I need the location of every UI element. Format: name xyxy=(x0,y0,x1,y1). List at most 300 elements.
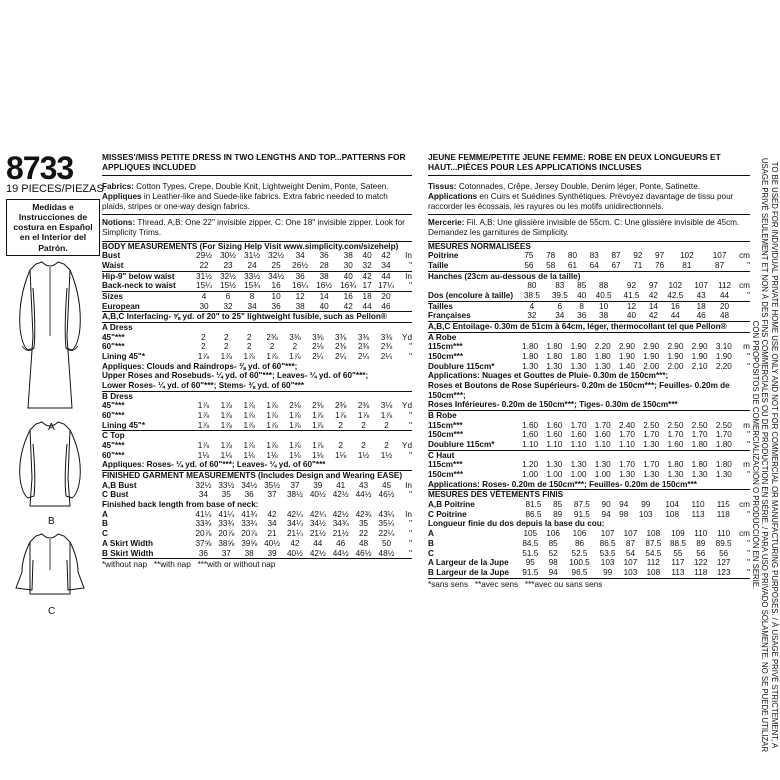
table-cell: 90 xyxy=(601,500,611,510)
english-title: MISSES'/MISS PETITE DRESS IN TWO LENGTHS AND TOP...PATTERNS FOR APPLIQUES INCLUDED xyxy=(102,152,406,172)
table-cell: 37 xyxy=(215,549,238,559)
table-cell: 25 xyxy=(264,261,288,271)
table-cell: 115 xyxy=(716,500,730,510)
row-label: 45"*** xyxy=(102,401,125,411)
row-label: Sizes xyxy=(102,292,123,302)
pieces-count: 19 PIECES/PIEZAS xyxy=(6,183,104,195)
table-cell: 1.30 xyxy=(546,460,563,470)
row-label: 115cm*** xyxy=(428,342,463,352)
table-cell: 1⅞ xyxy=(289,411,301,421)
row-label: 60"*** xyxy=(102,450,125,460)
table-cell: 2⅜ xyxy=(334,342,347,352)
unit-cell: " xyxy=(398,421,412,431)
table-cell: 42¾ xyxy=(355,509,372,519)
row-label: Hip-9" below waist xyxy=(102,271,175,281)
unit-cell: cm xyxy=(739,529,750,539)
row-label: 60"*** xyxy=(102,342,125,352)
row-label: 150cm*** xyxy=(428,352,464,362)
table-cell: 95 xyxy=(525,558,535,568)
table-cell: 48 xyxy=(713,311,736,321)
table-cell: 1.70 xyxy=(715,430,732,440)
row-label: B Skirt Width xyxy=(102,549,192,559)
table-cell: 55 xyxy=(673,548,683,558)
table-cell: 1.90 xyxy=(643,352,660,362)
figure-label-b: B xyxy=(48,516,55,527)
table-cell: 42¼ xyxy=(286,509,303,519)
table-cell: 1⅞ xyxy=(220,411,232,421)
unit-cell: " xyxy=(747,352,750,362)
table-cell: 14 xyxy=(319,292,329,302)
row-label: A xyxy=(428,529,434,539)
table-cell: 1.80 xyxy=(712,440,736,450)
french-haut-c-table xyxy=(428,460,750,479)
table-row xyxy=(102,519,412,529)
row-label: C xyxy=(102,529,108,539)
table-cell: 1.80 xyxy=(691,460,708,470)
unit-cell: " xyxy=(747,538,750,548)
table-cell: 64 xyxy=(583,261,605,271)
table-cell: 1⅞ xyxy=(220,441,232,451)
unit-cell: In xyxy=(405,271,412,281)
table-cell: 35½ xyxy=(264,480,281,490)
table-cell: 1⅞ xyxy=(334,411,347,421)
table-cell: 2 xyxy=(224,332,229,342)
table-cell: 32½ xyxy=(220,271,237,281)
row-label: C Bust xyxy=(102,490,129,500)
table-cell: 1.00 xyxy=(570,470,587,480)
table-cell: 34 xyxy=(198,490,208,500)
table-cell: 26½ xyxy=(288,261,312,271)
table-cell: 34 xyxy=(295,251,305,261)
table-cell: 1⅞ xyxy=(192,421,215,431)
table-cell: 2 xyxy=(292,342,298,352)
table-cell: 50 xyxy=(381,538,392,548)
table-cell: 97 xyxy=(648,281,658,291)
unit-cell xyxy=(398,302,412,312)
robe-a-applications: Applications: Nuages et Gouttes de Pluie- 0.30m de 150cm***; Roses et Boutons de Rose Supérieurs- 0.20m de 150cm***; Feuilles- 0.20m de 150cm***; Roses Inférieures- 0.20m de 150cm***; Tiges- 0.30m de 150cm*** xyxy=(428,371,750,411)
table-cell: 1.70 xyxy=(594,420,611,430)
table-cell: 42 xyxy=(362,271,372,281)
unit-cell: m xyxy=(743,420,750,430)
unit-cell: " xyxy=(747,430,750,440)
table-cell: 1.80 xyxy=(570,352,587,362)
table-cell: 1⅞ xyxy=(243,441,255,451)
table-cell: 29½ xyxy=(196,251,212,261)
table-cell: 37⅝ xyxy=(195,538,212,548)
table-cell: 86.5 xyxy=(525,509,542,519)
table-cell: 39⅝ xyxy=(241,538,258,548)
table-row xyxy=(428,539,750,549)
french-robe-b-table xyxy=(428,421,750,451)
table-cell: 113 xyxy=(666,568,691,578)
table-cell: 103 xyxy=(638,509,653,519)
english-column xyxy=(102,153,412,570)
table-cell: 89 xyxy=(696,538,706,548)
table-row xyxy=(102,549,412,559)
table-cell: 33¾ xyxy=(218,519,235,529)
table-cell: 46½ xyxy=(352,549,375,559)
unit-cell: " xyxy=(736,440,750,450)
table-row xyxy=(428,251,750,261)
english-top-c-table xyxy=(102,441,412,460)
table-cell: 6 xyxy=(225,292,231,302)
table-cell: 41 xyxy=(336,480,346,490)
table-row xyxy=(102,352,412,362)
table-cell: 2 xyxy=(384,441,389,451)
unit-cell: Yd xyxy=(401,401,412,411)
table-cell: 48½ xyxy=(375,549,398,559)
table-cell: 41¼ xyxy=(218,509,235,519)
table-row xyxy=(102,529,412,539)
table-cell: 118 xyxy=(716,509,730,519)
table-cell: 2 xyxy=(224,342,229,352)
table-cell: 94 xyxy=(601,509,611,519)
table-cell: 38 xyxy=(238,549,261,559)
table-cell: 1.30 xyxy=(619,470,635,480)
table-cell: 15½ xyxy=(216,281,240,291)
table-cell: 16¾ xyxy=(336,281,360,291)
unit-cell: " xyxy=(398,281,412,291)
table-cell: 1.90 xyxy=(570,342,587,352)
table-cell: 1⅞ xyxy=(243,401,255,411)
table-cell: 1⅞ xyxy=(312,411,324,421)
table-cell: 1⅛ xyxy=(334,450,347,460)
french-finished-table-2 xyxy=(428,529,750,578)
table-cell: 42.5 xyxy=(661,291,689,301)
table-cell: 35 xyxy=(221,490,231,500)
table-cell: 35 xyxy=(359,519,369,529)
table-cell: 92 xyxy=(626,281,637,291)
unit-cell: " xyxy=(409,411,412,421)
table-row xyxy=(102,271,412,281)
table-cell: 32½ xyxy=(268,251,285,261)
row-label: C xyxy=(428,548,434,558)
table-row xyxy=(428,568,750,578)
table-cell: 1⅞ xyxy=(266,401,278,411)
tissus-paragraph: Tissus: Cotonnades, Crêpe, Jersey Double, Denim léger, Ponte, Satinette. Applications en Cuirs et Suédines Synthétiques. Prévoyez davantage de tissu pour raccorder les écossais, les rayures ou les motifs unidirectionnels. xyxy=(428,182,734,211)
table-cell: 1⅞ xyxy=(380,411,393,421)
table-cell: 34 xyxy=(267,519,277,529)
table-cell: 40 xyxy=(312,302,336,312)
table-cell: 2.00 xyxy=(643,361,660,371)
table-cell: 30 xyxy=(192,302,216,312)
table-row xyxy=(428,362,750,372)
unit-cell: " xyxy=(747,509,750,519)
table-cell: 4 xyxy=(529,301,535,311)
table-row xyxy=(102,411,412,421)
mesures-finis-title: MESURES DES VÊTEMENTS FINIS xyxy=(428,490,564,500)
table-cell: 38⅝ xyxy=(218,538,235,548)
table-cell: 100.5 xyxy=(569,558,590,568)
table-cell: 33¾ xyxy=(241,519,258,529)
table-cell: 2⅜ xyxy=(266,332,278,342)
fabrics-paragraph: Fabrics: Cotton Types, Crepe, Double Knit, Lightweight Denim, Ponte, Sateen. Appliques in Leather-like and Suede-like fabrics. Extra fabric needed to match plaids, stripes or one-way design fabrics. xyxy=(102,182,389,211)
table-cell: 40½ xyxy=(309,490,326,500)
table-cell: 1.30 xyxy=(570,361,587,371)
table-cell: 1.00 xyxy=(546,470,563,480)
table-cell: 12 xyxy=(295,292,305,302)
table-cell: 2⅜ xyxy=(312,401,324,411)
table-row xyxy=(428,470,750,480)
row-label: B xyxy=(102,519,108,529)
table-row xyxy=(428,291,750,301)
table-cell: 110 xyxy=(717,529,731,539)
table-cell: 2.00 xyxy=(667,361,684,371)
table-cell: 1.10 xyxy=(566,440,590,450)
table-cell: 2.90 xyxy=(643,342,660,352)
table-cell: 1⅛ xyxy=(289,450,301,460)
unit-cell: cm xyxy=(739,500,750,510)
table-cell: 38 xyxy=(343,251,353,261)
table-cell: 1.80 xyxy=(522,352,539,362)
table-cell: 1.70 xyxy=(643,460,660,470)
table-cell: 1⅛ xyxy=(312,450,324,460)
table-row xyxy=(428,460,750,470)
table-cell: 8 xyxy=(579,301,584,311)
table-cell: 43 xyxy=(359,480,369,490)
table-cell: 43¼ xyxy=(378,509,395,519)
table-cell: 109 xyxy=(671,529,685,539)
table-cell: 21½ xyxy=(309,529,326,539)
table-cell: 112 xyxy=(646,558,660,568)
unit-cell: " xyxy=(409,529,412,539)
table-cell: 1⅞ xyxy=(197,352,210,362)
table-cell: 1.90 xyxy=(619,352,635,362)
garment-figure-a xyxy=(14,258,86,413)
row-label: 115cm*** xyxy=(428,460,463,470)
table-cell: 1.70 xyxy=(619,460,635,470)
table-cell: 38½ xyxy=(286,490,303,500)
table-cell: 1⅞ xyxy=(220,401,232,411)
table-cell: 1.80 xyxy=(522,342,539,352)
table-cell: 102 xyxy=(679,251,694,261)
table-cell: 88 xyxy=(599,281,609,291)
unit-cell: " xyxy=(736,568,750,578)
table-cell: 127 xyxy=(716,558,731,568)
garment-figure-b xyxy=(14,418,86,510)
table-cell: 2 xyxy=(246,332,252,342)
table-cell: 75 xyxy=(524,251,534,261)
table-cell: 98 xyxy=(548,558,558,568)
table-cell: 1.30 xyxy=(691,470,708,480)
table-cell: 32 xyxy=(360,261,374,271)
dress-a-title: A Dress xyxy=(102,323,133,333)
body-measurements-title: BODY MEASUREMENTS (For Sizing Help Visit www.simplicity.com/sizehelp) xyxy=(102,241,399,251)
table-cell: 52.5 xyxy=(571,548,588,558)
table-cell: 34½ xyxy=(268,271,285,281)
table-cell: 83 xyxy=(555,281,565,291)
row-label: 150cm*** xyxy=(428,430,464,440)
table-cell: 22 xyxy=(359,529,369,539)
table-cell: 52 xyxy=(548,548,558,558)
table-cell: 110 xyxy=(691,500,705,510)
table-row xyxy=(102,261,412,271)
table-cell: 1⅞ xyxy=(266,352,278,362)
table-cell: 81 xyxy=(670,261,703,271)
table-cell: 1.60 xyxy=(663,440,687,450)
table-cell: 1.40 xyxy=(619,361,635,371)
table-cell: 1⅛ xyxy=(243,450,255,460)
table-cell: 33½ xyxy=(218,480,235,490)
finished-title: FINISHED GARMENT MEASUREMENTS (Includes Design and Wearing EASE) xyxy=(102,471,403,481)
table-cell: 102 xyxy=(668,281,683,291)
table-cell: 94 xyxy=(543,568,564,578)
row-label: 45"*** xyxy=(102,441,125,451)
table-cell: 1.30 xyxy=(667,470,684,480)
table-cell: 1.70 xyxy=(643,430,660,440)
table-row xyxy=(102,510,412,520)
unit-cell: cm xyxy=(739,251,750,261)
table-cell: 18 xyxy=(696,301,706,311)
table-cell: 1.10 xyxy=(542,440,566,450)
table-cell: 1.80 xyxy=(667,460,684,470)
row-label: Poitrine xyxy=(428,251,459,261)
table-cell: 38 xyxy=(319,271,329,281)
table-cell: 78 xyxy=(546,251,556,261)
unit-cell: " xyxy=(747,470,750,480)
row-label: B xyxy=(428,538,434,548)
table-cell: 118 xyxy=(690,568,711,578)
robe-a-title: A Robe xyxy=(428,332,457,342)
table-cell: 40½ xyxy=(264,538,281,548)
row-label: Waist xyxy=(102,261,192,271)
table-cell: 1⅛ xyxy=(220,450,232,460)
unit-cell: " xyxy=(747,361,750,371)
row-label: Lining 45"* xyxy=(102,352,146,362)
row-label: Doublure 115cm* xyxy=(428,440,518,450)
table-cell: 1.60 xyxy=(546,420,563,430)
table-cell: 10 xyxy=(271,292,281,302)
row-label: A,B Poitrine xyxy=(428,500,475,510)
table-cell: 3⅜ xyxy=(289,332,301,342)
row-label: 115cm*** xyxy=(428,420,463,430)
table-cell: 1.00 xyxy=(522,470,539,480)
dress-b-title: B Dress xyxy=(102,391,133,401)
row-label: Tailles xyxy=(428,301,453,311)
table-cell: 42 xyxy=(645,311,661,321)
top-c-title: C Top xyxy=(102,431,125,441)
table-cell: 2 xyxy=(361,441,366,451)
table-cell: 1.30 xyxy=(715,470,732,480)
table-cell: 1.30 xyxy=(546,361,563,371)
row-label: European xyxy=(102,302,192,312)
table-cell: 40 xyxy=(574,291,590,301)
table-cell: 20 xyxy=(720,301,730,311)
table-cell: 1⅞ xyxy=(197,411,210,421)
unit-cell: " xyxy=(409,490,412,500)
table-row xyxy=(102,251,412,261)
unit-cell: " xyxy=(747,558,750,568)
table-cell: 42 xyxy=(381,251,391,261)
table-row xyxy=(428,311,750,321)
table-cell: 17¼ xyxy=(374,281,398,291)
table-cell: 2⅜ xyxy=(334,401,347,411)
table-row xyxy=(428,301,750,311)
interfacing-line: A,B,C Interfacing- ⅝ yd. of 20" to 25" lightweight fusible, such as Pellon® xyxy=(102,312,412,323)
table-cell: 41¾ xyxy=(241,509,258,519)
table-cell: 2 xyxy=(246,342,252,352)
table-cell: 1.80 xyxy=(688,440,712,450)
table-cell: 42½ xyxy=(332,509,349,519)
table-cell: 1.30 xyxy=(570,460,587,470)
table-cell: 44½ xyxy=(329,549,352,559)
table-cell: 99 xyxy=(595,568,620,578)
table-cell: 87 xyxy=(625,538,636,548)
table-cell: 1⅞ xyxy=(243,411,255,421)
table-cell: 1.60 xyxy=(594,430,611,440)
table-cell: 1.10 xyxy=(591,440,615,450)
table-cell: 107 xyxy=(600,529,615,539)
table-cell: 2.50 xyxy=(643,420,660,430)
haut-c-title: C Haut xyxy=(428,450,455,460)
table-cell: 108 xyxy=(665,509,680,519)
unit-cell: cm xyxy=(739,281,750,291)
row-label: 45"*** xyxy=(102,332,125,342)
table-cell: 44 xyxy=(713,291,736,301)
table-cell: 2.50 xyxy=(715,420,732,430)
row-label: B Largeur de la Jupe xyxy=(428,568,518,578)
table-cell: 16¼ xyxy=(288,281,312,291)
table-cell: 2¼ xyxy=(357,352,370,362)
table-cell: 80 xyxy=(527,281,537,291)
table-cell: 3⅜ xyxy=(312,332,324,342)
table-cell: 108 xyxy=(641,568,666,578)
hanches-title: Hanches (23cm au-dessous de la taille) xyxy=(428,271,581,281)
table-cell: 17 xyxy=(360,281,374,291)
table-cell: 51.5 xyxy=(522,548,539,558)
table-cell: 104 xyxy=(665,500,680,510)
unit-cell: " xyxy=(398,261,412,271)
table-cell: 1.60 xyxy=(522,420,539,430)
table-cell: 22¼ xyxy=(378,529,395,539)
unit-cell: m xyxy=(743,460,750,470)
table-cell: 105 xyxy=(523,529,538,539)
table-cell: 1.90 xyxy=(715,352,732,362)
table-cell: 2.50 xyxy=(691,420,708,430)
table-cell: 22 xyxy=(192,261,216,271)
table-row xyxy=(102,490,412,500)
table-cell: 1.60 xyxy=(570,430,587,440)
unit-cell: " xyxy=(747,548,750,558)
table-row xyxy=(428,558,750,568)
table-cell: 1.80 xyxy=(715,460,732,470)
table-row xyxy=(102,539,412,549)
table-cell: 2⅜ xyxy=(357,342,370,352)
table-cell: 76 xyxy=(649,261,671,271)
table-cell: 61 xyxy=(562,261,584,271)
table-cell: 1.30 xyxy=(643,470,660,480)
table-cell: 103 xyxy=(620,568,641,578)
table-cell: 41¼ xyxy=(195,509,212,519)
table-row xyxy=(102,451,412,461)
entoilage-line: A,B,C Entoilage- 0.30m de 51cm à 64cm, léger, thermocollant tel que Pellon® xyxy=(428,322,750,333)
unit-cell: " xyxy=(409,450,412,460)
table-cell: 107 xyxy=(623,529,638,539)
unit-cell: Yd xyxy=(401,441,412,451)
table-cell: 39 xyxy=(261,549,284,559)
table-cell: 2 xyxy=(338,441,343,451)
table-row xyxy=(428,500,750,510)
unit-cell: Yd xyxy=(401,332,412,342)
row-label: 60"*** xyxy=(102,411,125,421)
table-cell: 1⅞ xyxy=(266,441,278,451)
table-cell: 40 xyxy=(618,311,646,321)
table-cell: 12 xyxy=(626,301,637,311)
unit-cell: m xyxy=(743,342,750,352)
table-cell: 87.5 xyxy=(645,538,662,548)
table-cell: 67 xyxy=(605,261,627,271)
table-cell: 42¼ xyxy=(309,509,326,519)
